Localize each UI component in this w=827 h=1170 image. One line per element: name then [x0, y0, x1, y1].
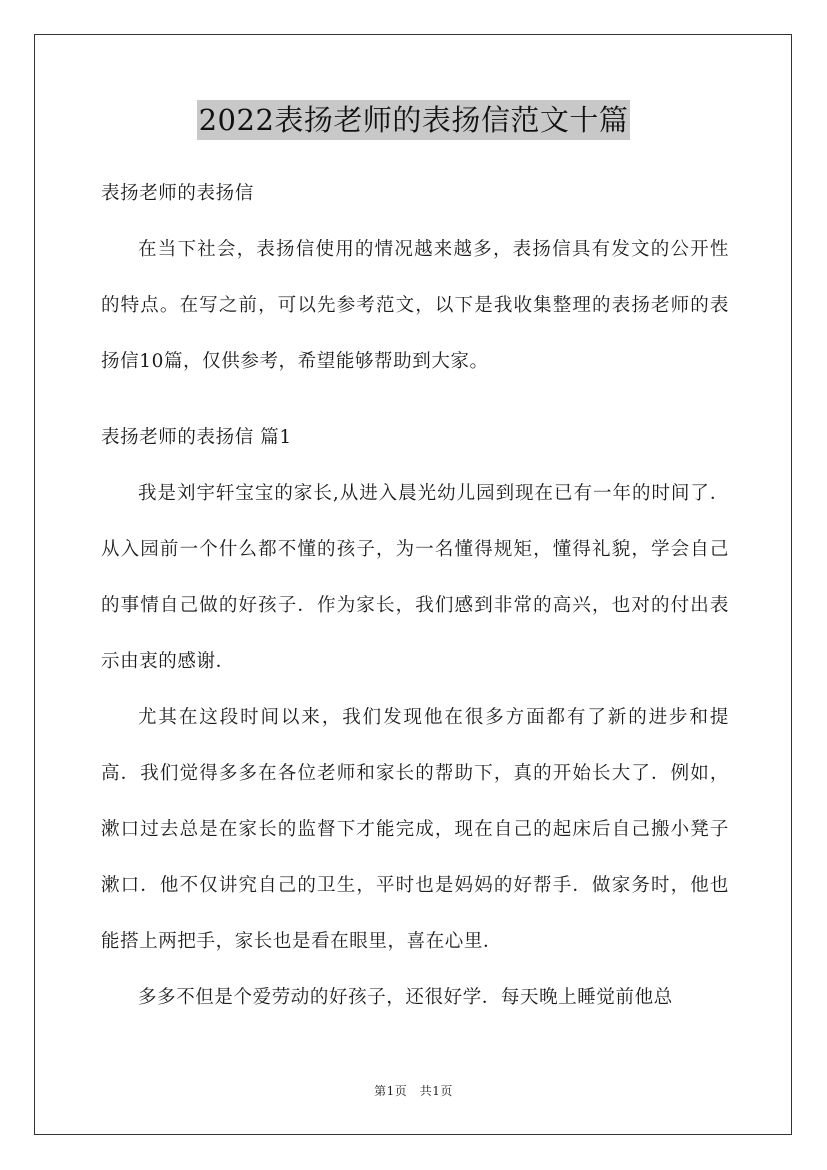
document-body [101, 170, 729, 1026]
document-title: 2022表扬老师的表扬信范文十篇 [197, 100, 631, 140]
title-container [0, 100, 827, 140]
page-footer: 第1页 共1页 [374, 1084, 453, 1098]
section-heading: 表扬老师的表扬信 篇1 [101, 427, 292, 448]
section-paragraph: 尤其在这段时间以来，我们发现他在很多方面都有了新的进步和提高．我们觉得多多在各位老师和家长的帮助下，真的开始长大了．例如，漱口过去总是在家长的监督下才能完成，现在自己的起床后自己搬小凳子漱口．他不仅讲究自己的卫生，平时也是妈妈的好帮手．做家务时，他也能搭上两把手，家长也是看在眼里，喜在心里． [101, 707, 729, 952]
intro-heading: 表扬老师的表扬信 [101, 183, 254, 204]
section-spacer [101, 390, 729, 414]
section-paragraph: 我是刘宇轩宝宝的家长,从进入晨光幼儿园到现在已有一年的时间了．从入园前一个什么都不懂的孩子，为一名懂得规矩，懂得礼貌，学会自己的事情自己做的好孩子．作为家长，我们感到非常的高兴，也对的付出表示由衷的感谢． [101, 483, 729, 672]
section-paragraph: 多多不但是个爱劳动的好孩子，还很好学．每天晚上睡觉前他总 [138, 987, 673, 1008]
intro-paragraph: 在当下社会，表扬信使用的情况越来越多，表扬信具有发文的公开性的特点。在写之前，可以先参考范文，以下是我收集整理的表扬老师的表扬信10篇，仅供参考，希望能够帮助到大家。 [101, 239, 729, 372]
